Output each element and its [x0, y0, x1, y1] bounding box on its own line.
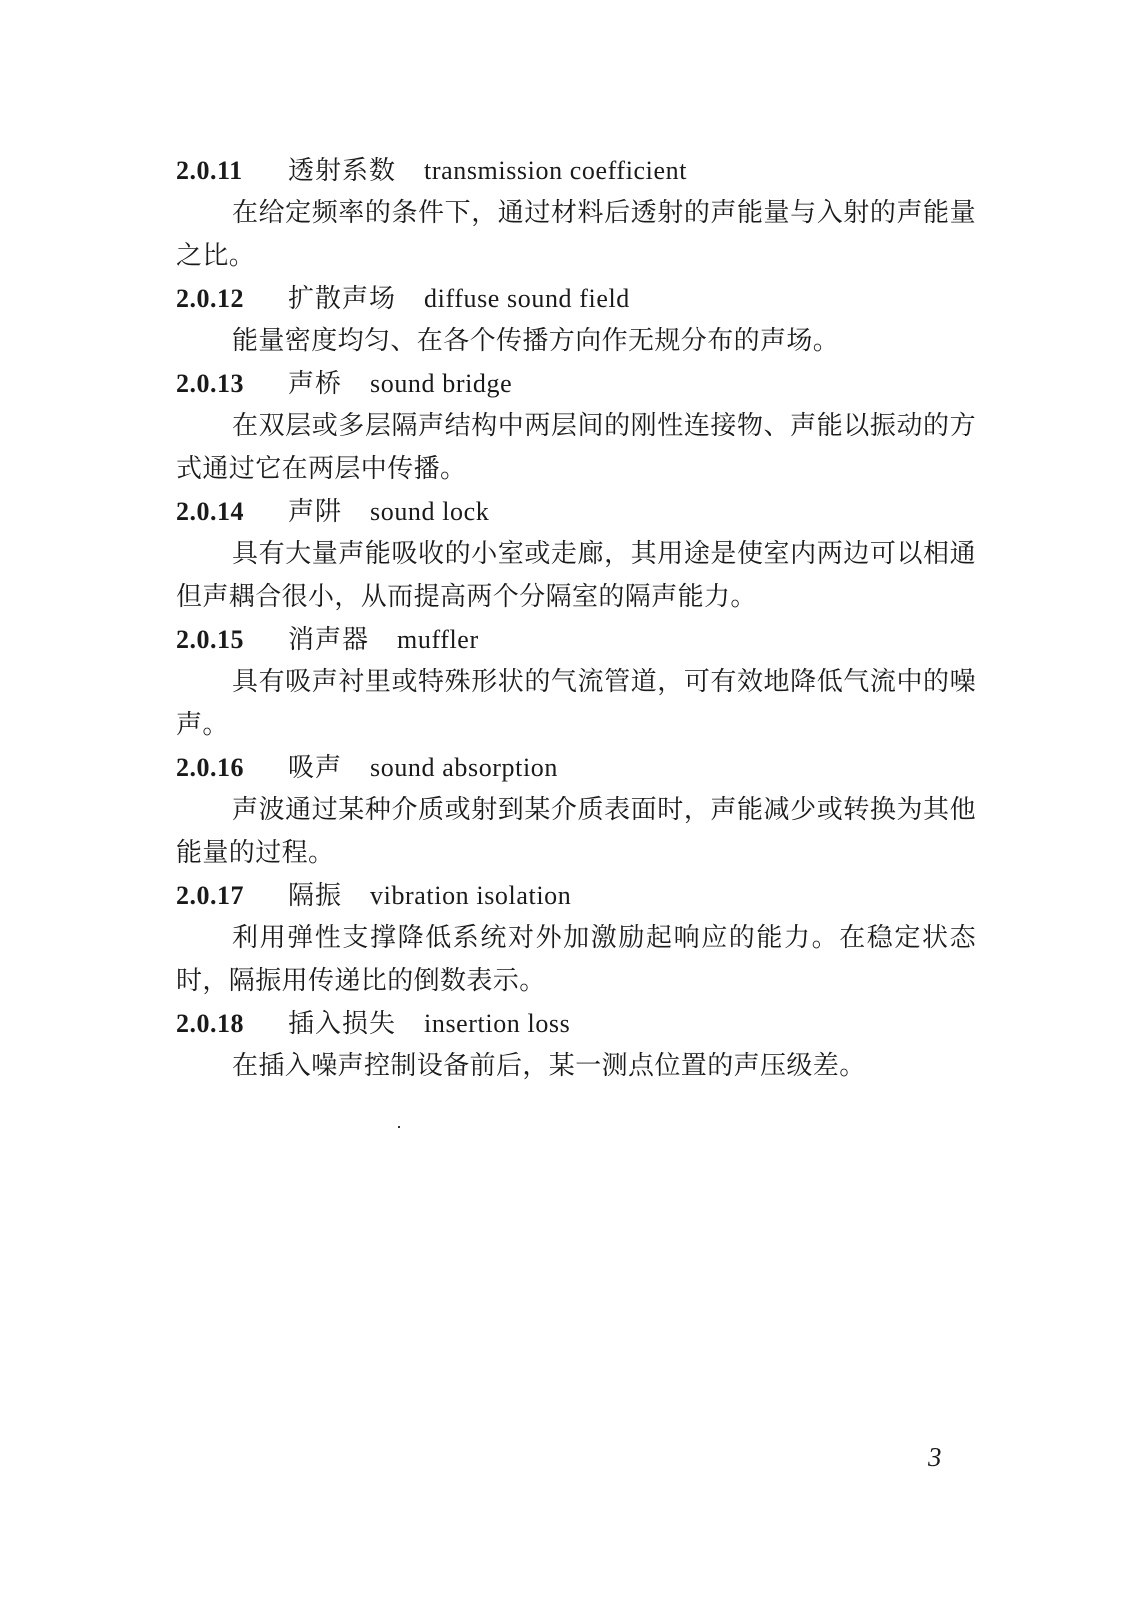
term-number: 2.0.15: [176, 625, 244, 654]
term-number: 2.0.18: [176, 1009, 244, 1038]
term-chinese: 透射系数: [288, 156, 397, 186]
term-english: transmission coefficient: [424, 156, 688, 185]
term-chinese: 隔振: [288, 881, 343, 911]
entry-2-0-13: [176, 363, 976, 491]
entry-2-0-11: [176, 150, 976, 278]
entry-2-0-18: [176, 1003, 976, 1088]
term-chinese: 声阱: [288, 497, 343, 527]
term-number: 2.0.14: [176, 497, 244, 526]
term-number: 2.0.12: [176, 284, 244, 313]
term-heading: [176, 363, 976, 405]
entry-2-0-15: [176, 619, 976, 747]
term-chinese: 声桥: [288, 369, 343, 399]
term-english: sound lock: [370, 497, 490, 526]
term-english: insertion loss: [424, 1009, 571, 1038]
term-definition: 能量密度均匀、在各个传播方向作无规分布的声场。: [232, 326, 840, 356]
term-english: sound absorption: [370, 753, 558, 782]
entry-2-0-12: [176, 278, 976, 363]
term-heading: [176, 1003, 976, 1045]
term-heading: [176, 875, 976, 917]
term-number: 2.0.16: [176, 753, 244, 782]
term-definition: 声波通过某种介质或射到某介质表面时，声能减少或转换为其他能量的过程。: [176, 795, 976, 868]
term-english: diffuse sound field: [424, 284, 630, 313]
document-body: [176, 150, 976, 1088]
term-heading: [176, 619, 976, 661]
term-chinese: 插入损失: [288, 1009, 397, 1039]
term-heading: [176, 150, 976, 192]
term-number: 2.0.17: [176, 881, 244, 910]
term-definition: 具有吸声衬里或特殊形状的气流管道，可有效地降低气流中的噪声。: [176, 667, 976, 740]
term-chinese: 扩散声场: [288, 284, 397, 314]
term-chinese: 吸声: [288, 753, 343, 783]
term-number: 2.0.11: [176, 156, 243, 185]
term-number: 2.0.13: [176, 369, 244, 398]
term-heading: [176, 278, 976, 320]
term-english: sound bridge: [370, 369, 513, 398]
term-definition: 在双层或多层隔声结构中两层间的刚性连接物、声能以振动的方式通过它在两层中传播。: [176, 411, 976, 484]
entry-2-0-17: [176, 875, 976, 1003]
entry-2-0-16: [176, 747, 976, 875]
page-number: 3: [928, 1442, 942, 1472]
term-definition: 利用弹性支撑降低系统对外加激励起响应的能力。在稳定状态时，隔振用传递比的倒数表示。: [176, 923, 976, 996]
term-definition: 具有大量声能吸收的小室或走廊，其用途是使室内两边可以相通但声耦合很小，从而提高两个分隔室的隔声能力。: [176, 539, 976, 612]
entry-2-0-14: [176, 491, 976, 619]
term-definition: 在插入噪声控制设备前后，某一测点位置的声压级差。: [232, 1051, 866, 1081]
term-english: muffler: [397, 625, 479, 654]
term-heading: [176, 747, 976, 789]
term-chinese: 消声器: [288, 625, 370, 655]
term-heading: [176, 491, 976, 533]
scan-speck: [398, 1126, 400, 1128]
term-english: vibration isolation: [370, 881, 572, 910]
term-definition: 在给定频率的条件下，通过材料后透射的声能量与入射的声能量之比。: [176, 198, 976, 271]
